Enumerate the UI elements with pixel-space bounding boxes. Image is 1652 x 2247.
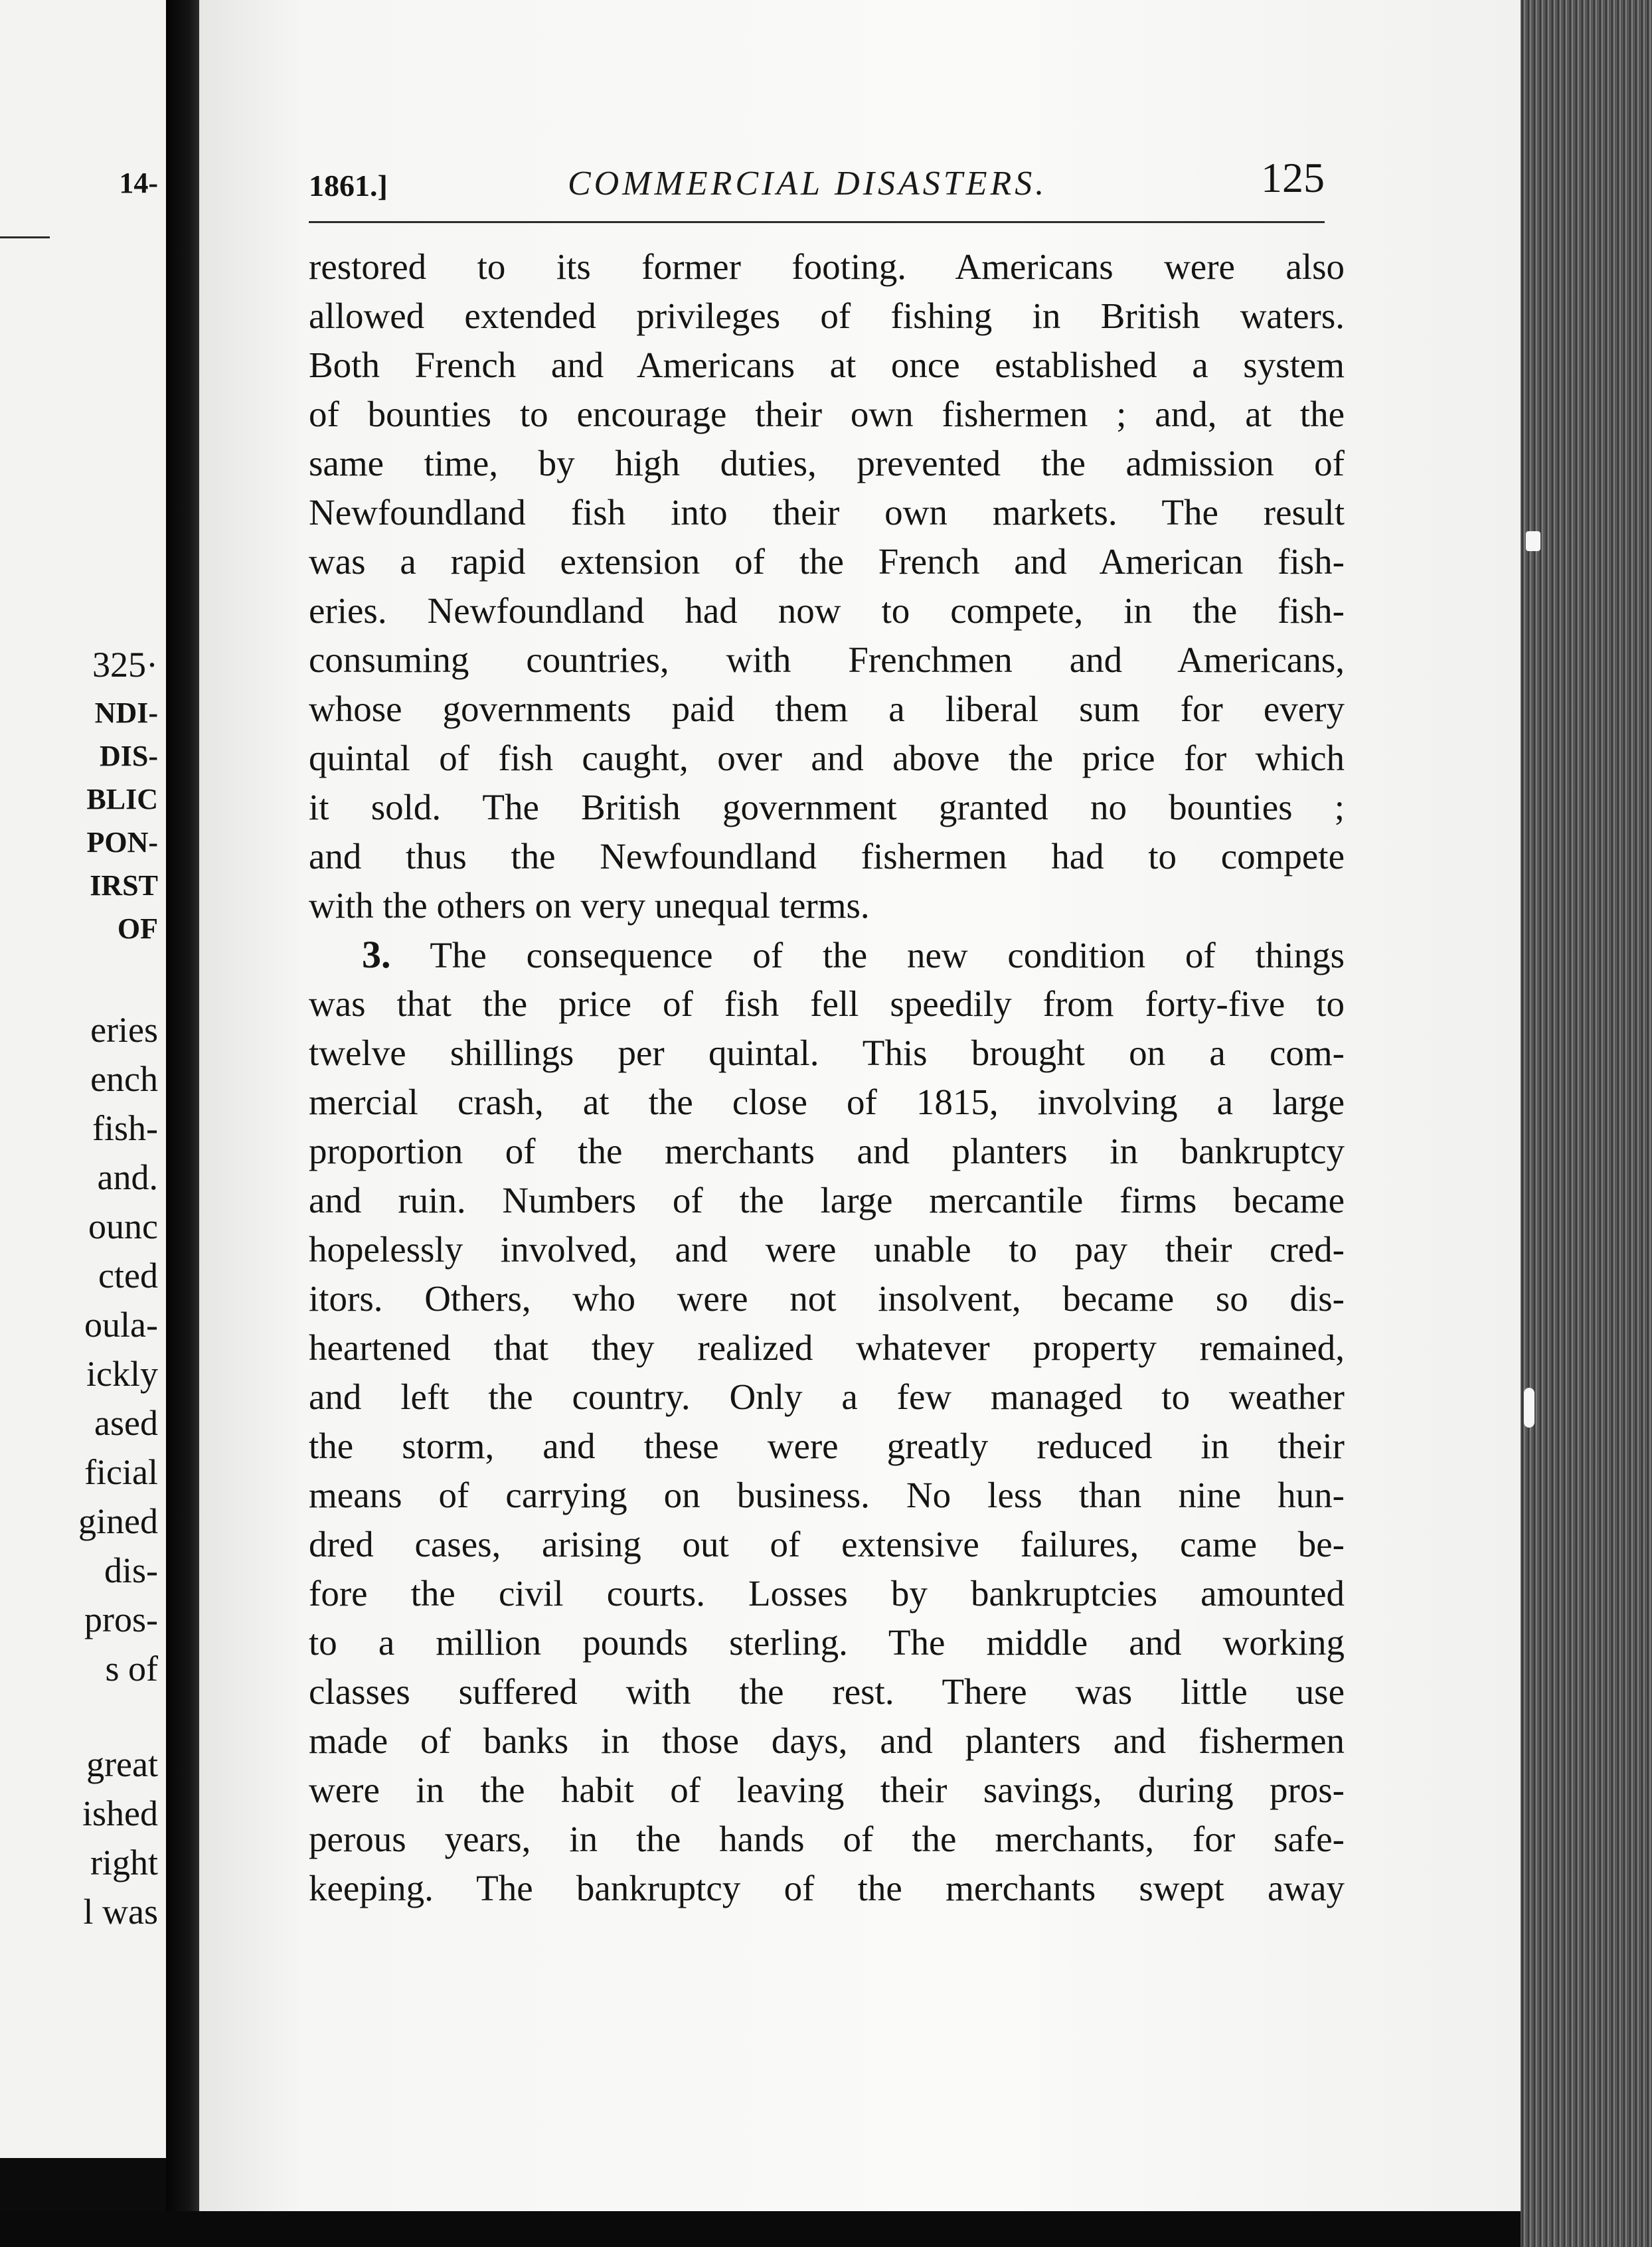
text-line: proportion of the merchants and planters in bankruptcy: [309, 1131, 1345, 1171]
left-fragment: PON-: [86, 826, 158, 859]
text-line: hopelessly involved, and were unable to pay their cred-: [309, 1229, 1345, 1270]
left-fragment: l was: [83, 1892, 158, 1932]
section-number: 3.: [362, 933, 391, 976]
left-fragment: pros-: [84, 1600, 158, 1639]
text-line: means of carrying on business. No less than nine hun-: [309, 1475, 1345, 1515]
left-fragment: s of: [105, 1649, 158, 1689]
text-line: Newfoundland fish into their own markets. The result: [309, 492, 1345, 533]
left-fragment: dis-: [104, 1550, 158, 1590]
text-line: twelve shillings per quintal. This brought on a com-: [309, 1033, 1345, 1073]
left-fragment: ficial: [84, 1452, 158, 1492]
page-edge-stack: [1521, 0, 1652, 2247]
text-line: to a million pounds sterling. The middle and working: [309, 1622, 1345, 1663]
text-line: and thus the Newfoundland fishermen had to compete: [309, 836, 1345, 876]
left-fragment: NDI-: [94, 697, 158, 729]
text-line: it sold. The British government granted no bounties ;: [309, 787, 1345, 827]
text-line: and ruin. Numbers of the large mercantile firms became: [309, 1180, 1345, 1220]
text-line: were in the habit of leaving their savings, during pros-: [309, 1770, 1345, 1810]
text-line: fore the civil courts. Losses by bankruptcies amounted: [309, 1573, 1345, 1614]
text-line: classes suffered with the rest. There was little use: [309, 1671, 1345, 1712]
left-fragment: right: [90, 1843, 158, 1882]
text-line: perous years, in the hands of the merchants, for safe-: [309, 1819, 1345, 1859]
text-line: dred cases, arising out of extensive failures, came be-: [309, 1524, 1345, 1564]
scan-bottom-edge: [0, 2211, 1521, 2247]
text-line: consuming countries, with Frenchmen and Americans,: [309, 639, 1345, 680]
text-line: and left the country. Only a few managed to weather: [309, 1376, 1345, 1417]
text-line: same time, by high duties, prevented the admission of: [309, 443, 1345, 483]
left-fragment: DIS-: [99, 740, 158, 772]
text-line: of bounties to encourage their own fishermen ; and, at the: [309, 394, 1345, 434]
header-year: 1861.]: [309, 169, 388, 203]
text-line: was that the price of fish fell speedily from forty-five to: [309, 983, 1345, 1024]
section-first-line: [309, 930, 1345, 979]
text-line: restored to its former footing. Americans were also: [309, 246, 1345, 287]
left-fragment: oula-: [84, 1305, 158, 1345]
chapter-title: COMMERCIAL DISASTERS.: [568, 165, 1048, 203]
text-line: Both French and Americans at once established a system: [309, 345, 1345, 385]
left-fragment: cted: [98, 1256, 158, 1295]
text-line: allowed extended privileges of fishing in British waters.: [309, 295, 1345, 336]
text-line: quintal of fish caught, over and above the price for which: [309, 738, 1345, 778]
left-fragment: ounc: [88, 1207, 158, 1246]
text-line: itors. Others, who were not insolvent, became so dis-: [309, 1278, 1345, 1319]
left-fragment: BLIC: [86, 783, 158, 815]
text-line: the storm, and these were greatly reduced in their: [309, 1426, 1345, 1466]
left-fragment: ished: [82, 1793, 158, 1833]
left-fragment: fish-: [92, 1108, 158, 1148]
left-fragment: ench: [90, 1059, 158, 1099]
text-line: keeping. The bankruptcy of the merchants swept away: [309, 1868, 1345, 1908]
left-header-rule: [0, 236, 50, 238]
left-fragment: IRST: [90, 869, 158, 902]
header-rule: [309, 221, 1325, 223]
body-text: [309, 242, 1345, 1913]
left-fragment: ased: [94, 1403, 158, 1443]
paper-speck: [1526, 531, 1540, 551]
left-fragment: great: [86, 1744, 158, 1784]
left-fragment: OF: [117, 912, 158, 945]
section-first-line-text: The consequence of the new condition of things: [430, 935, 1345, 975]
left-fragment: gined: [78, 1501, 158, 1541]
text-line: heartened that they realized whatever property remained,: [309, 1327, 1345, 1368]
left-fragment: eries: [90, 1010, 158, 1050]
left-fragment: ickly: [86, 1354, 158, 1394]
paragraph-end-line: with the others on very unequal terms.: [309, 885, 870, 926]
text-line: mercial crash, at the close of 1815, involving a large: [309, 1082, 1345, 1122]
left-fragment: 325·: [92, 645, 158, 685]
text-line: made of banks in those days, and planters and fishermen: [309, 1720, 1345, 1761]
paper-speck: [1524, 1388, 1534, 1428]
page-number: 125: [1261, 154, 1325, 201]
left-fragment: and.: [97, 1157, 158, 1197]
text-line: whose governments paid them a liberal sum for every: [309, 689, 1345, 729]
text-line: was a rapid extension of the French and American fish-: [309, 541, 1345, 582]
text-line: eries. Newfoundland had now to compete, in the fish-: [309, 590, 1345, 631]
running-header: [309, 149, 1325, 203]
left-fragment: 14-: [119, 167, 158, 199]
previous-page-strip: [0, 0, 166, 2158]
